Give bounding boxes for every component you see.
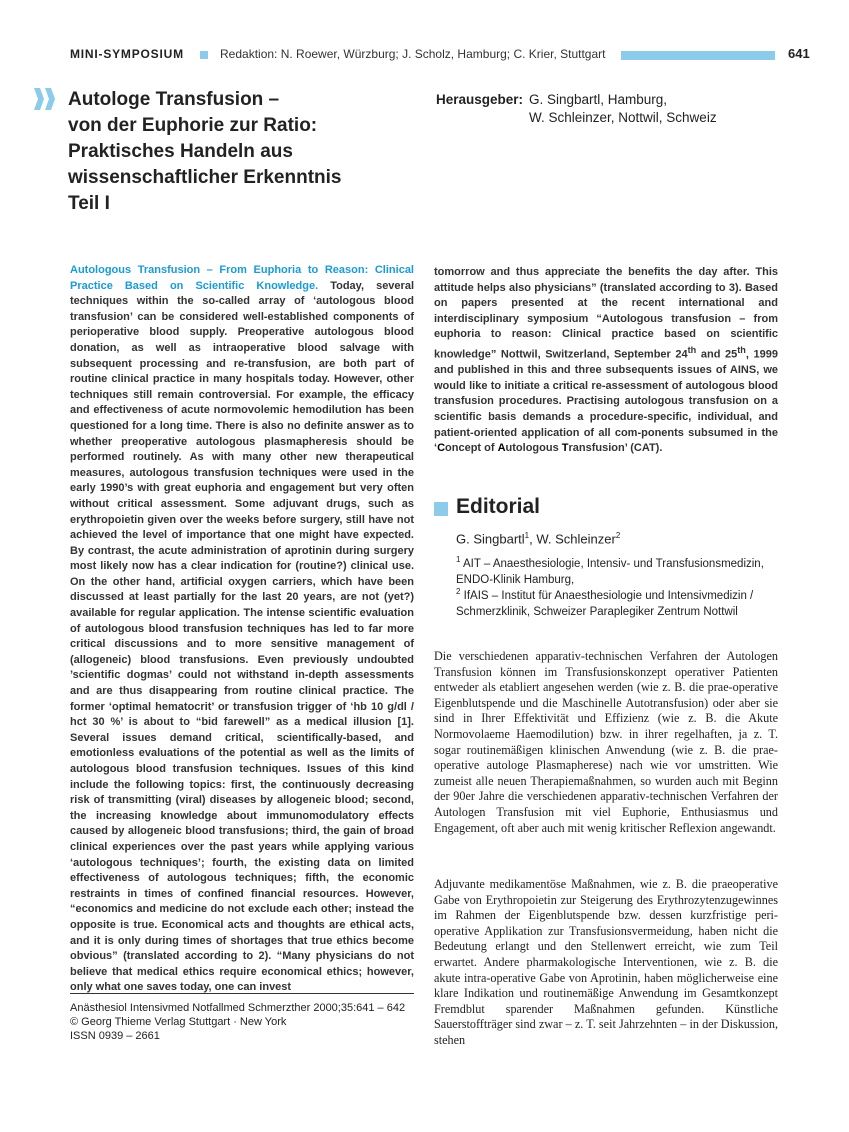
- title-line: von der Euphorie zur Ratio:: [68, 115, 318, 136]
- journal-citation: Anästhesiol Intensivmed Notfallmed Schmerzther 2000;35:641 – 642: [70, 1002, 406, 1014]
- english-abstract: [70, 263, 414, 996]
- author-name: , W. Schleinzer: [529, 531, 616, 547]
- english-abstract-continued: [434, 265, 778, 457]
- affiliation-ref: 1: [524, 531, 530, 540]
- superscript: th: [737, 344, 746, 355]
- title-line: wissenschaftlicher Erkenntnis: [68, 167, 342, 188]
- issn-line: ISSN 0939 – 2661: [70, 1030, 160, 1042]
- herausgeber-label: Herausgeber:: [436, 92, 524, 107]
- affiliation-2: [456, 584, 786, 620]
- herausgeber-line: W. Schleinzer, Nottwil, Schweiz: [529, 110, 717, 125]
- abstract-text: , 1999 and published in this and three subsequents issues of AINS, we would like to initiate a critical re-assessment of autologous blood transfusion procedures. Practising autologous transfusion on a scientific basis demands a procedure-specific, individual, and patient-oriented application of all com-ponents subsumed in the ‘: [434, 348, 778, 455]
- abstract-lead-title: Autologous Transfusion – From Euphoria to Reason: Clinical Practice Based on Scientific Knowledge.: [70, 264, 414, 292]
- header-accent-bar: [621, 51, 775, 60]
- cat-letter: C: [437, 442, 446, 455]
- affiliation-1: [456, 552, 786, 588]
- author-name: G. Singbartl: [456, 531, 525, 547]
- affiliation-ref: 2: [615, 531, 621, 540]
- abstract-text: oncept of: [445, 442, 498, 455]
- abstract-text: tomorrow and thus appreciate the benefits the day after. This attitude helps also physicians” (translated according to 3). Based on papers presented at the recent international and interdisciplinary symposium “Autologous transfusion – from euphoria to reason: Clinical practice based on scientific knowledge” Nottwil, Switzerland, September 24: [434, 266, 778, 361]
- double-chevron-icon: [34, 86, 56, 112]
- editorial-square-marker: [434, 502, 448, 516]
- affiliation-text: AIT – Anaesthesiologie, Intensiv- und Transfusionsmedizin, ENDO-Klinik Hamburg,: [456, 557, 764, 586]
- header-square-marker: [200, 51, 208, 59]
- title-line: Teil I: [68, 193, 110, 214]
- abstract-text: Today, several techniques within the so-called array of ‘autologous blood transfusion’ can be considered well-established components of perioperative blood supply. Preoperative autologous blood donation, as well as intraoperative blood salvage with subsequent processing and re-transfusion, are both part of routine clinical practice in many hospitals today. However, other techniques still remain controversial. For example, the efficacy and effectiveness of acute normovolemic hemodilution has been questioned for a long time. There is also no definite answer as to whether preoperative autologous plasmapheresis should be performed routinely. As with many other new therapeutical measures, autologous transfusion techniques were used in the early 1990’s with great euphoria and engagement but very often without critical assessment. Some adjuvant drugs, such as erythropoietin given over the weeks before surgery, still have not achieved the level of importance that one might have expected. By contrast, the acute administration of aprotinin during surgery most likely now has a clear indication for (routine?) clinical use. On the other hand, artificial oxygen carriers, which have been discussed at least partially for the last 20 years, are not (yet?) available for regular application. The intense scientific evaluation of autologous blood transfusion techniques has led to far more critical discussions and to more sensitive management of (allogeneic) blood transfusions. Even previously undoubted ’scientific dogmas’ could not withstand in-depth assessments and are thus disappearing from routine clinical practice. The former ‘optimal hematocrit’ or transfusion trigger of ‘hb 10 g/dl / hct 30 %’ is about to “bid farewell” as a medical illusion [1]. Several issues demand critical, scientifically-based, and emotionless evaluations of the potential as well as the limits of autologous blood transfusion techniques. Issues of this kind include the following topics: first, the continuously decreasing risk of transmitting (viral) diseases by allogeneic blood; second, the increasing knowledge about immunomodulatory effects caused by allogeneic blood transfusions; third, the gain of broad clinical experiences over the past years while applying various ‘autologous techniques’; fourth, the existing data on limited effectiveness of autologous techniques; fifth, the economic restraints in times of confined financial resources. However, “economics and medicine do not exclude each other; instead the opposite is true. Economical acts and thoughts are ethical acts, and it is only during times of shortages that true ethics become obvious” (translated according to 2). “Many physicians do not believe that medical ethics require economical ethics; however, only what one saves today, one can invest: [70, 279, 414, 994]
- editors-line: Redaktion: N. Roewer, Würzburg; J. Scholz, Hamburg; C. Krier, Stuttgart: [220, 47, 606, 61]
- authors-line: [456, 531, 620, 546]
- herausgeber-line: G. Singbartl, Hamburg,: [529, 92, 668, 107]
- abstract-text: and 25: [696, 348, 738, 361]
- abstract-text: utologous: [505, 442, 562, 455]
- title-line: Autologe Transfusion –: [68, 89, 280, 110]
- publisher-line: © Georg Thieme Verlag Stuttgart · New York: [70, 1016, 287, 1028]
- body-paragraph: Adjuvante medikamentöse Maßnahmen, wie z. B. die praeoperative Gabe von Erythropoietin zur Steigerung des Erythrozytenzugewinnes im Rahmen der Eigenblutspende bzw. dessen kurzfristige peri-operative Applikation zur Transfusionsvermeidung, haben nicht die Bedeutung erlangt und den Stellenwert erreicht, wie zum Teil erwartet. Andere pharmakologische Interventionen, wie z. B. die akute intra-operative Gabe von Aprotinin, haben möglicherweise eine klare Indikation und routinemäßige Anwendung im Gesamtkonzept Fremdblut sparender Maßnahmen gefunden. Künstliche Sauerstoffträger sind zwar – z. T. seit Jahrzehnten – in der Diskussion, stehen: [434, 877, 778, 1047]
- affiliation-number: 2: [456, 587, 461, 596]
- title-line: Praktisches Handeln aus: [68, 141, 293, 162]
- superscript: th: [687, 344, 697, 355]
- footer-divider: [70, 993, 414, 994]
- cat-letter: A: [497, 442, 506, 455]
- abstract-text: ransfusion’ (CAT).: [568, 442, 663, 455]
- affiliation-text: IfAIS – Institut für Anaesthesiologie und Intensivmedizin / Schmerzklinik, Schweizer Paraplegiker Zentrum Nottwil: [456, 589, 754, 618]
- body-paragraph: Die verschiedenen apparativ-technischen Verfahren der Autologen Transfusion können im Transfusionskonzept operativer Patienten entweder als etabliert angesehen werden (wie z. B. die prae-operative Eigenblutspende und die Maschinelle Autotransfusion) oder aber sie sind in Ihrer Effektivität und Effizienz (wie z. B. die Akute Normovolaeme Haemodilution) bzw. in ihrer regelhaften, ja z. T. sogar routinemäßigen klinischen Anwendung (wie z. B. die prae-operative autologe Plasmapherese) nach wie vor umstritten. Wie zumeist alle neuen Therapiemaßnahmen, so wurden auch mit Beginn der 90er Jahre die verschiedenen apparativ-technischen Verfahren der Autologen Transfusion mit viel Euphorie, Enthusiasmus und Engagement, oft aber auch mit wenig kritischer Reflexion angewandt.: [434, 649, 778, 835]
- page-number: 641: [788, 46, 810, 61]
- affiliation-number: 1: [456, 555, 461, 564]
- section-label: MINI-SYMPOSIUM: [70, 47, 184, 61]
- article-title: [68, 87, 408, 217]
- cat-letter: T: [561, 442, 569, 455]
- editorial-heading: Editorial: [456, 495, 541, 518]
